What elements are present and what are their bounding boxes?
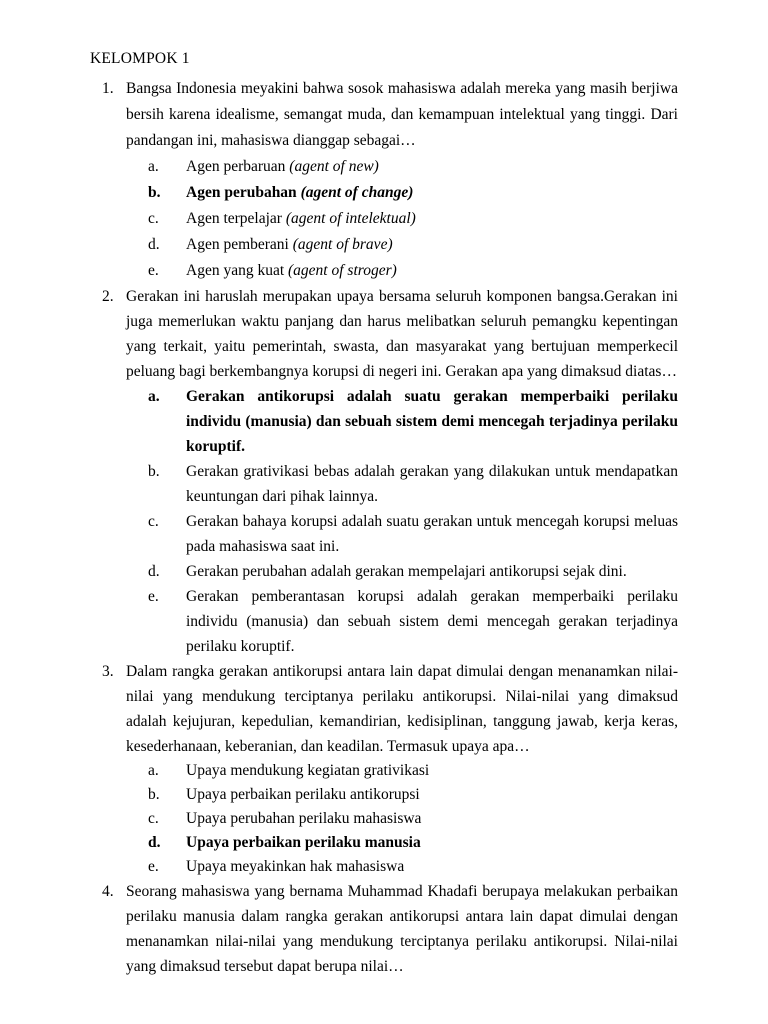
question-item xyxy=(90,879,678,979)
page-title: KELOMPOK 1 xyxy=(90,50,190,67)
option-text-italic: (agent of change) xyxy=(300,184,414,201)
option-text-main: Upaya perbaikan perilaku manusia xyxy=(186,834,421,851)
option-text-main: Gerakan antikorupsi adalah suatu gerakan memperbaiki perilaku individu (manusia) dan sebuah sistem demi mencegah terjadinya perilaku koruptif. xyxy=(186,388,678,455)
option-item[interactable] xyxy=(148,783,678,807)
option-text-main: Agen yang kuat xyxy=(186,262,289,279)
option-letter: c. xyxy=(148,210,159,227)
option-item[interactable] xyxy=(148,154,678,180)
option-letter: e. xyxy=(148,858,159,875)
option-text xyxy=(186,154,678,180)
option-item[interactable] xyxy=(148,831,678,855)
option-item[interactable] xyxy=(148,807,678,831)
option-letter: d. xyxy=(148,563,160,580)
option-text xyxy=(186,384,678,459)
option-text xyxy=(186,206,678,232)
option-text-main: Gerakan grativikasi bebas adalah gerakan yang dilakukan untuk mendapatkan keuntungan dari pihak lainnya. xyxy=(186,463,678,505)
question-text: Seorang mahasiswa yang bernama Muhammad Khadafi berupaya melakukan perbaikan perilaku manusia dalam rangka gerakan antikorupsi antara lain dapat dimulai dengan menanamkan nilai-nilai yang mendukung terciptanya perilaku antikorupsi. Nilai-nilai yang dimaksud tersebut dapat berupa nilai… xyxy=(126,883,678,975)
option-text xyxy=(186,783,678,807)
option-text-italic: (agent of intelektual) xyxy=(285,210,416,227)
question-text: Dalam rangka gerakan antikorupsi antara lain dapat dimulai dengan menanamkan nilai-nilai yang mendukung terciptanya perilaku antikorupsi. Nilai-nilai yang dimaksud adalah kejujuran, kepedulian, kemandirian, kedisiplinan, tanggung jawab, kerja keras, kesederhanaan, keberanian, dan keadilan. Termasuk upaya apa… xyxy=(126,663,678,755)
option-letter: e. xyxy=(148,588,159,605)
option-item[interactable] xyxy=(148,232,678,258)
option-item[interactable] xyxy=(148,206,678,232)
option-text xyxy=(186,258,678,284)
option-text-main: Agen pemberani xyxy=(186,236,293,253)
option-text-main: Agen terpelajar xyxy=(186,210,286,227)
option-item[interactable] xyxy=(148,180,678,206)
option-letter: b. xyxy=(148,463,160,480)
option-text xyxy=(186,807,678,831)
option-letter: a. xyxy=(148,762,159,779)
question-number: 2. xyxy=(102,288,114,305)
option-text-italic: (agent of new) xyxy=(289,158,379,175)
question-number: 1. xyxy=(102,80,114,97)
question-number: 3. xyxy=(102,663,114,680)
question-item xyxy=(90,659,678,879)
option-item[interactable] xyxy=(148,584,678,659)
question-list xyxy=(90,76,678,979)
question-item xyxy=(90,76,678,284)
option-text xyxy=(186,831,678,855)
option-text-main: Agen perubahan xyxy=(186,184,301,201)
option-text-main: Gerakan perubahan adalah gerakan mempelajari antikorupsi sejak dini. xyxy=(186,563,627,580)
option-text-italic: (agent of stroger) xyxy=(288,262,397,279)
option-letter: d. xyxy=(148,834,161,851)
question-text: Gerakan ini haruslah merupakan upaya bersama seluruh komponen bangsa.Gerakan ini juga memerlukan waktu panjang dan harus melibatkan seluruh pemangku kepentingan yang terkait, yaitu pemerintah, swasta, dan masyarakat yang bertujuan memperkecil peluang bagi berkembangnya korupsi di negeri ini. Gerakan apa yang dimaksud diatas… xyxy=(126,288,678,380)
option-letter: b. xyxy=(148,184,161,201)
option-item[interactable] xyxy=(148,759,678,783)
option-letter: a. xyxy=(148,388,160,405)
option-item[interactable] xyxy=(148,258,678,284)
question-number: 4. xyxy=(102,883,114,900)
option-text xyxy=(186,584,678,659)
option-text xyxy=(186,180,678,206)
option-text-main: Upaya perbaikan perilaku antikorupsi xyxy=(186,786,420,803)
option-text xyxy=(186,759,678,783)
option-text-italic: (agent of brave) xyxy=(292,236,393,253)
option-text xyxy=(186,559,678,584)
option-letter: a. xyxy=(148,158,159,175)
option-list xyxy=(126,154,678,284)
option-item[interactable] xyxy=(148,559,678,584)
option-letter: c. xyxy=(148,513,159,530)
option-letter: b. xyxy=(148,786,160,803)
option-text xyxy=(186,232,678,258)
option-text-main: Upaya mendukung kegiatan grativikasi xyxy=(186,762,430,779)
option-item[interactable] xyxy=(148,509,678,559)
option-text xyxy=(186,855,678,879)
option-text-main: Upaya meyakinkan hak mahasiswa xyxy=(186,858,405,875)
option-letter: c. xyxy=(148,810,159,827)
option-text xyxy=(186,509,678,559)
option-text xyxy=(186,459,678,509)
option-list xyxy=(126,384,678,659)
option-text-main: Upaya perubahan perilaku mahasiswa xyxy=(186,810,422,827)
option-letter: e. xyxy=(148,262,159,279)
question-text: Bangsa Indonesia meyakini bahwa sosok mahasiswa adalah mereka yang masih berjiwa bersih karena idealisme, semangat muda, dan kemampuan intelektual yang tinggi. Dari pandangan ini, mahasiswa dianggap sebagai… xyxy=(126,80,678,149)
option-item[interactable] xyxy=(148,855,678,879)
option-item[interactable] xyxy=(148,459,678,509)
option-list xyxy=(126,759,678,879)
option-text-main: Agen perbaruan xyxy=(186,158,290,175)
option-letter: d. xyxy=(148,236,160,253)
question-item xyxy=(90,284,678,659)
option-item[interactable] xyxy=(148,384,678,459)
option-text-main: Gerakan bahaya korupsi adalah suatu gerakan untuk mencegah korupsi meluas pada mahasiswa saat ini. xyxy=(186,513,678,555)
option-text-main: Gerakan pemberantasan korupsi adalah gerakan memperbaiki perilaku individu (manusia) dan sebuah sistem demi mencegah gerakan terjadinya perilaku koruptif. xyxy=(186,588,678,655)
